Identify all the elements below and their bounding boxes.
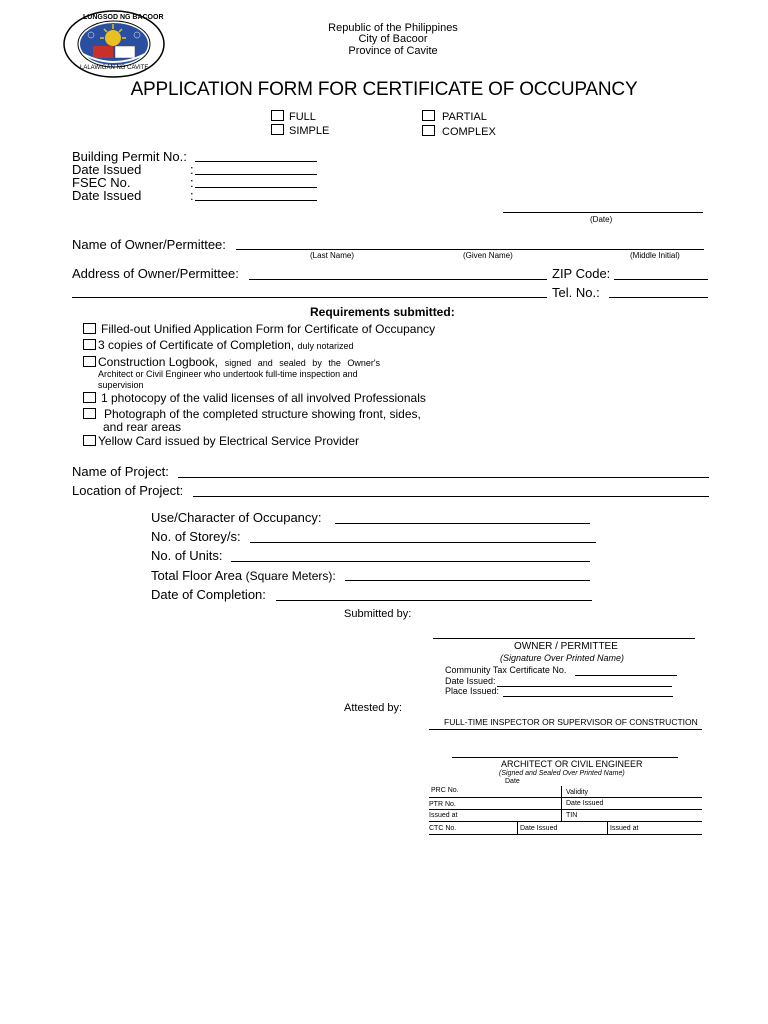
place-issued-line[interactable] <box>503 696 673 697</box>
date-issued-colon-2: : <box>190 188 194 203</box>
date-issued-label-2: Date Issued <box>72 188 142 203</box>
req-checkbox-1[interactable] <box>83 323 96 334</box>
table-divider-ctc-2 <box>607 822 608 834</box>
floor-area-label: Total Floor Area (Square Meters): <box>151 568 336 583</box>
units-label: No. of Units: <box>151 548 223 563</box>
req-checkbox-5[interactable] <box>83 408 96 419</box>
floor-area-line[interactable] <box>345 580 590 581</box>
ctc-line[interactable] <box>575 675 677 676</box>
req-item-yellow-card[interactable]: Yellow Card issued by Electrical Service Provider <box>83 435 359 447</box>
owner-name-line[interactable] <box>236 249 704 250</box>
date-issued-colon-1: : <box>190 162 194 177</box>
table-rule-4 <box>429 834 702 835</box>
inspector-caption: FULL-TIME INSPECTOR OR SUPERVISOR OF CONSTRUCTION <box>444 717 698 727</box>
owner-signature-caption: (Signature Over Printed Name) <box>500 653 625 663</box>
owner-name-label: Name of Owner/Permittee: <box>72 237 226 252</box>
req-checkbox-2[interactable] <box>83 339 96 350</box>
given-name-caption: (Given Name) <box>463 251 513 260</box>
table-rule-3 <box>429 821 702 822</box>
date-completion-label: Date of Completion: <box>151 587 266 602</box>
building-permit-line[interactable] <box>195 161 317 162</box>
submitted-by-label: Submitted by: <box>344 608 412 620</box>
simple-checkbox[interactable] <box>271 124 284 135</box>
inspector-underline <box>429 729 702 730</box>
table-rule-1 <box>429 797 702 798</box>
fsec-label: FSEC No. <box>72 175 131 190</box>
owner-date-issued-label: Date Issued: <box>445 676 496 686</box>
owner-date-issued-line[interactable] <box>497 686 672 687</box>
fsec-colon: : <box>190 175 194 190</box>
owner-signature-line[interactable] <box>433 638 695 639</box>
address-line-2[interactable] <box>72 297 547 298</box>
header-province: Province of Cavite <box>348 45 438 57</box>
issued-at-cell: Issued at <box>429 812 458 819</box>
date-issued-line-2[interactable] <box>195 200 317 201</box>
req-item-licenses[interactable]: 1 photocopy of the valid licenses of all involved Professionals <box>83 392 426 404</box>
tel-no-label: Tel. No.: <box>552 285 600 300</box>
engineer-signature-line[interactable] <box>452 757 678 758</box>
fsec-line[interactable] <box>195 187 317 188</box>
project-location-line[interactable] <box>193 496 709 497</box>
last-name-caption: (Last Name) <box>310 251 355 260</box>
address-line-1[interactable] <box>249 279 547 280</box>
validity-cell: Validity <box>566 789 589 796</box>
project-location-label: Location of Project: <box>72 483 184 498</box>
type-complex-option[interactable]: COMPLEX <box>422 125 496 138</box>
req-item-construction-logbook[interactable]: Construction Logbook, signed and sealed by the Owner's <box>83 356 380 369</box>
storeys-line[interactable] <box>250 542 596 543</box>
seal-bottom-text: LALAWIGAN NG CAVITE <box>80 65 149 71</box>
req-checkbox-3[interactable] <box>83 356 96 367</box>
use-occupancy-line[interactable] <box>335 523 590 524</box>
req-checkbox-4[interactable] <box>83 392 96 403</box>
ctc-label: Community Tax Certificate No. <box>445 665 567 675</box>
zip-code-label: ZIP Code: <box>552 266 611 281</box>
engineer-signature-caption: (Signed and Sealed Over Printed Name) <box>499 770 625 777</box>
engineer-date-caption: Date <box>505 778 520 785</box>
ctc-date-issued-cell: Date Issued <box>520 825 558 832</box>
req-item-3-line-3: supervision <box>98 380 144 390</box>
date-line[interactable] <box>503 212 703 213</box>
header-city: City of Bacoor <box>358 33 428 45</box>
date-issued-line-1[interactable] <box>195 174 317 175</box>
tel-no-line[interactable] <box>609 297 708 298</box>
full-checkbox[interactable] <box>271 110 284 121</box>
storeys-label: No. of Storey/s: <box>151 529 241 544</box>
req-item-certificate-completion[interactable]: 3 copies of Certificate of Completion, duly notarized <box>83 339 354 352</box>
req-checkbox-6[interactable] <box>83 435 96 446</box>
header-republic: Republic of the Philippines <box>328 22 458 34</box>
req-item-photograph[interactable]: Photograph of the completed structure showing front, sides, <box>83 408 421 420</box>
req-item-5-line-2: and rear areas <box>103 420 182 434</box>
tin-cell: TIN <box>566 812 578 819</box>
ptr-date-issued-cell: Date Issued <box>566 800 604 807</box>
requirements-heading: Requirements submitted: <box>310 305 455 319</box>
req-item-application-form[interactable]: Filled-out Unified Application Form for Certificate of Occupancy <box>83 323 435 335</box>
partial-checkbox[interactable] <box>422 110 435 121</box>
date-completion-line[interactable] <box>276 600 592 601</box>
date-issued-label-1: Date Issued <box>72 162 142 177</box>
owner-permittee-role: OWNER / PERMITTEE <box>514 641 618 652</box>
address-label: Address of Owner/Permittee: <box>72 266 239 281</box>
type-full-option[interactable]: FULL <box>271 110 316 123</box>
type-partial-option[interactable]: PARTIAL <box>422 110 487 123</box>
zip-code-line[interactable] <box>614 279 708 280</box>
building-permit-label: Building Permit No.: <box>72 149 187 164</box>
attested-by-label: Attested by: <box>344 702 403 714</box>
complex-checkbox[interactable] <box>422 125 435 136</box>
use-occupancy-label: Use/Character of Occupancy: <box>151 510 322 525</box>
ctc-issued-at-cell: Issued at <box>610 825 639 832</box>
place-issued-label: Place Issued: <box>445 686 500 696</box>
engineer-role: ARCHITECT OR CIVIL ENGINEER <box>501 759 643 769</box>
middle-initial-caption: (Middle Initial) <box>630 251 680 260</box>
date-caption: (Date) <box>590 215 613 224</box>
project-name-line[interactable] <box>178 477 709 478</box>
prc-no-cell: PRC No. <box>431 787 459 794</box>
table-rule-2 <box>429 809 702 810</box>
seal-top-text: LUNGSOD NG BACOOR <box>83 14 164 21</box>
ptr-no-cell: PTR No. <box>429 801 456 808</box>
page-title: APPLICATION FORM FOR CERTIFICATE OF OCCUPANCY <box>130 79 638 100</box>
ctc-no-cell: CTC No. <box>429 825 457 832</box>
units-line[interactable] <box>231 561 590 562</box>
table-divider-main <box>561 786 562 822</box>
type-simple-option[interactable]: SIMPLE <box>271 124 329 137</box>
req-item-3-line-2: Architect or Civil Engineer who undertook full-time inspection and <box>98 369 358 379</box>
table-divider-ctc-1 <box>517 822 518 834</box>
project-name-label: Name of Project: <box>72 464 169 479</box>
